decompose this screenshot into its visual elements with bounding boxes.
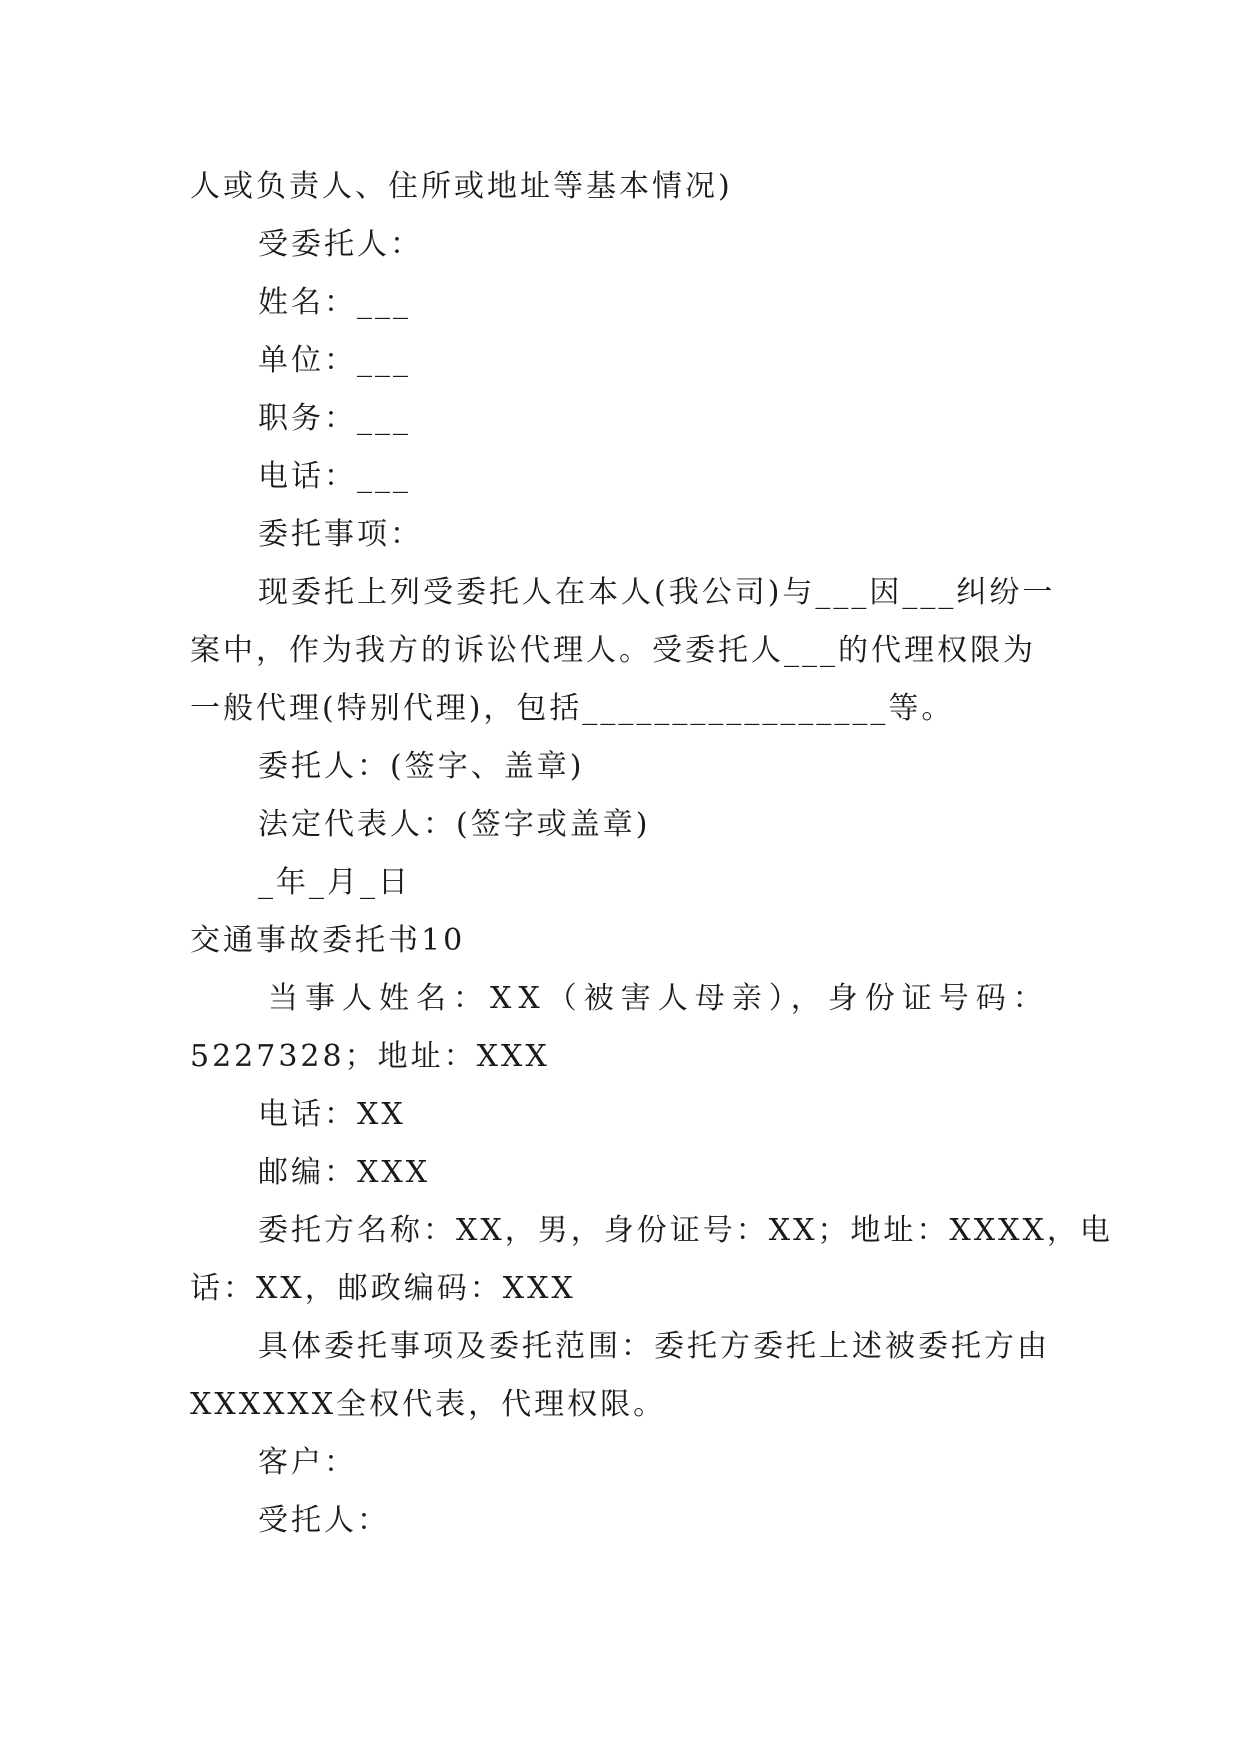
- text-line: 法定代表人：(签字或盖章): [258, 807, 651, 842]
- text-line: 电话：XX: [258, 1097, 406, 1132]
- text-line: 现委托上列受委托人在本人(我公司)与___因___纠纷一: [258, 575, 1056, 610]
- text-line: 人或负责人、住所或地址等基本情况): [190, 169, 733, 204]
- text-line: 话：XX，邮政编码：XXX: [190, 1271, 576, 1306]
- text-line: _年_月_日: [258, 865, 411, 900]
- text-line: 一般代理(特别代理)，包括_________________等。: [190, 691, 955, 726]
- text-line: 邮编：XXX: [258, 1155, 431, 1190]
- section-heading: 交通事故委托书10: [190, 923, 466, 958]
- text-line: XXXXXX全权代表，代理权限。: [190, 1387, 667, 1422]
- text-line: 受托人：: [258, 1503, 390, 1538]
- text-line: 当事人姓名：XX（被害人母亲），身份证号码：: [268, 981, 1050, 1016]
- text-line: 5227328；地址：XXX: [190, 1039, 550, 1074]
- text-line: 委托人：(签字、盖章): [258, 749, 585, 784]
- text-line: 委托事项：: [258, 517, 423, 552]
- text-line: 具体委托事项及委托范围：委托方委托上述被委托方由: [258, 1329, 1050, 1364]
- text-line: 客户：: [258, 1445, 357, 1480]
- text-line: 受委托人：: [258, 227, 423, 262]
- text-line: 单位：___: [258, 343, 411, 378]
- text-line: 职务：___: [258, 401, 411, 436]
- text-line: 姓名：___: [258, 285, 411, 320]
- text-line: 电话：___: [258, 459, 411, 494]
- text-line: 委托方名称：XX，男，身份证号：XX；地址：XXXX，电: [258, 1213, 1113, 1248]
- text-line: 案中，作为我方的诉讼代理人。受委托人___的代理权限为: [190, 633, 1036, 668]
